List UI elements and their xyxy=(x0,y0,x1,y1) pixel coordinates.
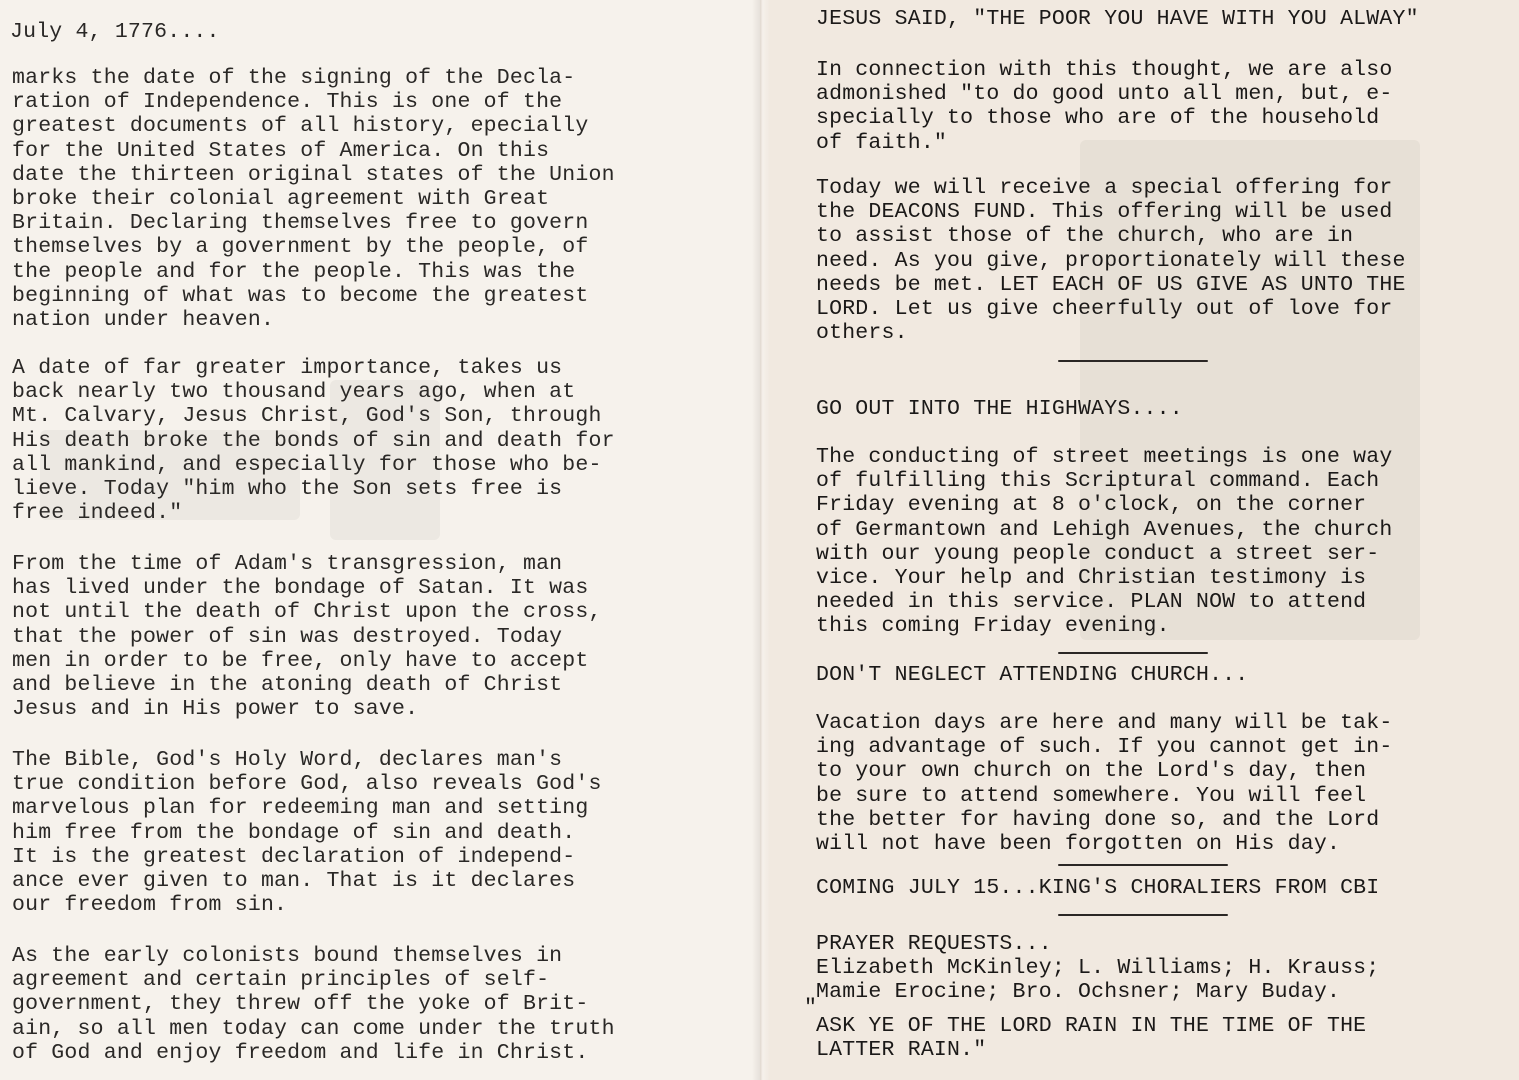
prayer-heading: PRAYER REQUESTS... xyxy=(816,932,1052,956)
paragraph-vacation-days: Vacation days are here and many will be tak- ing advantage of such. If you cannot get in- to your own church on the Lord's day, then be sure to attend somewhere. You will feel the better for having done so, and the Lord will not have been forgotten on His day. xyxy=(816,711,1393,857)
divider xyxy=(1058,360,1208,362)
paragraph-household-of-faith: In connection with this thought, we are also admonished "to do good unto all men, but, e- specially to those who are of the household of faith." xyxy=(816,58,1393,155)
center-fold xyxy=(752,0,770,1080)
latter-rain-quote: ASK YE OF THE LORD RAIN IN THE TIME OF THE LATTER RAIN." xyxy=(816,1014,1367,1063)
right-page xyxy=(760,0,1519,1080)
poor-heading: JESUS SAID, "THE POOR YOU HAVE WITH YOU ALWAY" xyxy=(816,7,1419,31)
paragraph-adam: From the time of Adam's transgression, man has lived under the bondage of Satan. It was not until the death of Christ upon the cross, that the power of sin was destroyed. Today men in order to be free, only have to accept and believe in the atoning death of Christ Jesus and in His power to save. xyxy=(12,552,602,722)
church-heading: DON'T NEGLECT ATTENDING CHURCH... xyxy=(816,663,1249,687)
highways-heading: GO OUT INTO THE HIGHWAYS.... xyxy=(816,397,1183,421)
divider xyxy=(1058,864,1228,866)
quote-open-mark: " xyxy=(804,996,818,1020)
paragraph-bible: The Bible, God's Holy Word, declares man's true condition before God, also reveals God's marvelous plan for redeeming man and setting him free from the bondage of sin and death. It is the greatest declaration of independ- ance ever given to man. That is it declares our freedom from sin. xyxy=(12,748,602,918)
prayer-names: Elizabeth McKinley; L. Williams; H. Krauss; Mamie Erocine; Bro. Ochsner; Mary Buday. xyxy=(816,956,1380,1005)
divider xyxy=(1058,652,1208,654)
paragraph-colonists: As the early colonists bound themselves in agreement and certain principles of self- government, they threw off the yoke of Brit- ain, so all men today can come under the truth of God and enjoy freedom and life in Christ. xyxy=(12,944,615,1065)
divider xyxy=(1058,914,1228,916)
paragraph-street-meetings: The conducting of street meetings is one way of fulfilling this Scriptural command. Each Friday evening at 8 o'clock, on the corner of Germantown and Lehigh Avenues, the church with our young people conduct a street ser- vice. Your help and Christian testimony is needed in this service. PLAN NOW to attend this coming Friday evening. xyxy=(816,445,1393,639)
paragraph-calvary: A date of far greater importance, takes us back nearly two thousand years ago, when at Mt. Calvary, Jesus Christ, God's Son, through His death broke the bonds of sin and death for all mankind, and especially for those who be- lieve. Today "him who the Son sets free is free indeed." xyxy=(12,356,615,526)
paragraph-declaration: marks the date of the signing of the Decla- ration of Independence. This is one of the greatest documents of all history, epecially for the United States of America. On this date the thirteen original states of the Union broke their colonial agreement with Great Britain. Declaring themselves free to govern themselves by a government by the people, of the people and for the people. This was the beginning of what was to become the greatest nation under heaven. xyxy=(12,66,615,333)
date-heading: July 4, 1776.... xyxy=(10,20,220,44)
coming-announcement: COMING JULY 15...KING'S CHORALIERS FROM CBI xyxy=(816,876,1380,900)
paragraph-deacons-fund: Today we will receive a special offering for the DEACONS FUND. This offering will be used to assist those of the church, who are in need. As you give, proportionately will these needs be met. LET EACH OF US GIVE AS UNTO THE LORD. Let us give cheerfully out of love for others. xyxy=(816,176,1406,346)
